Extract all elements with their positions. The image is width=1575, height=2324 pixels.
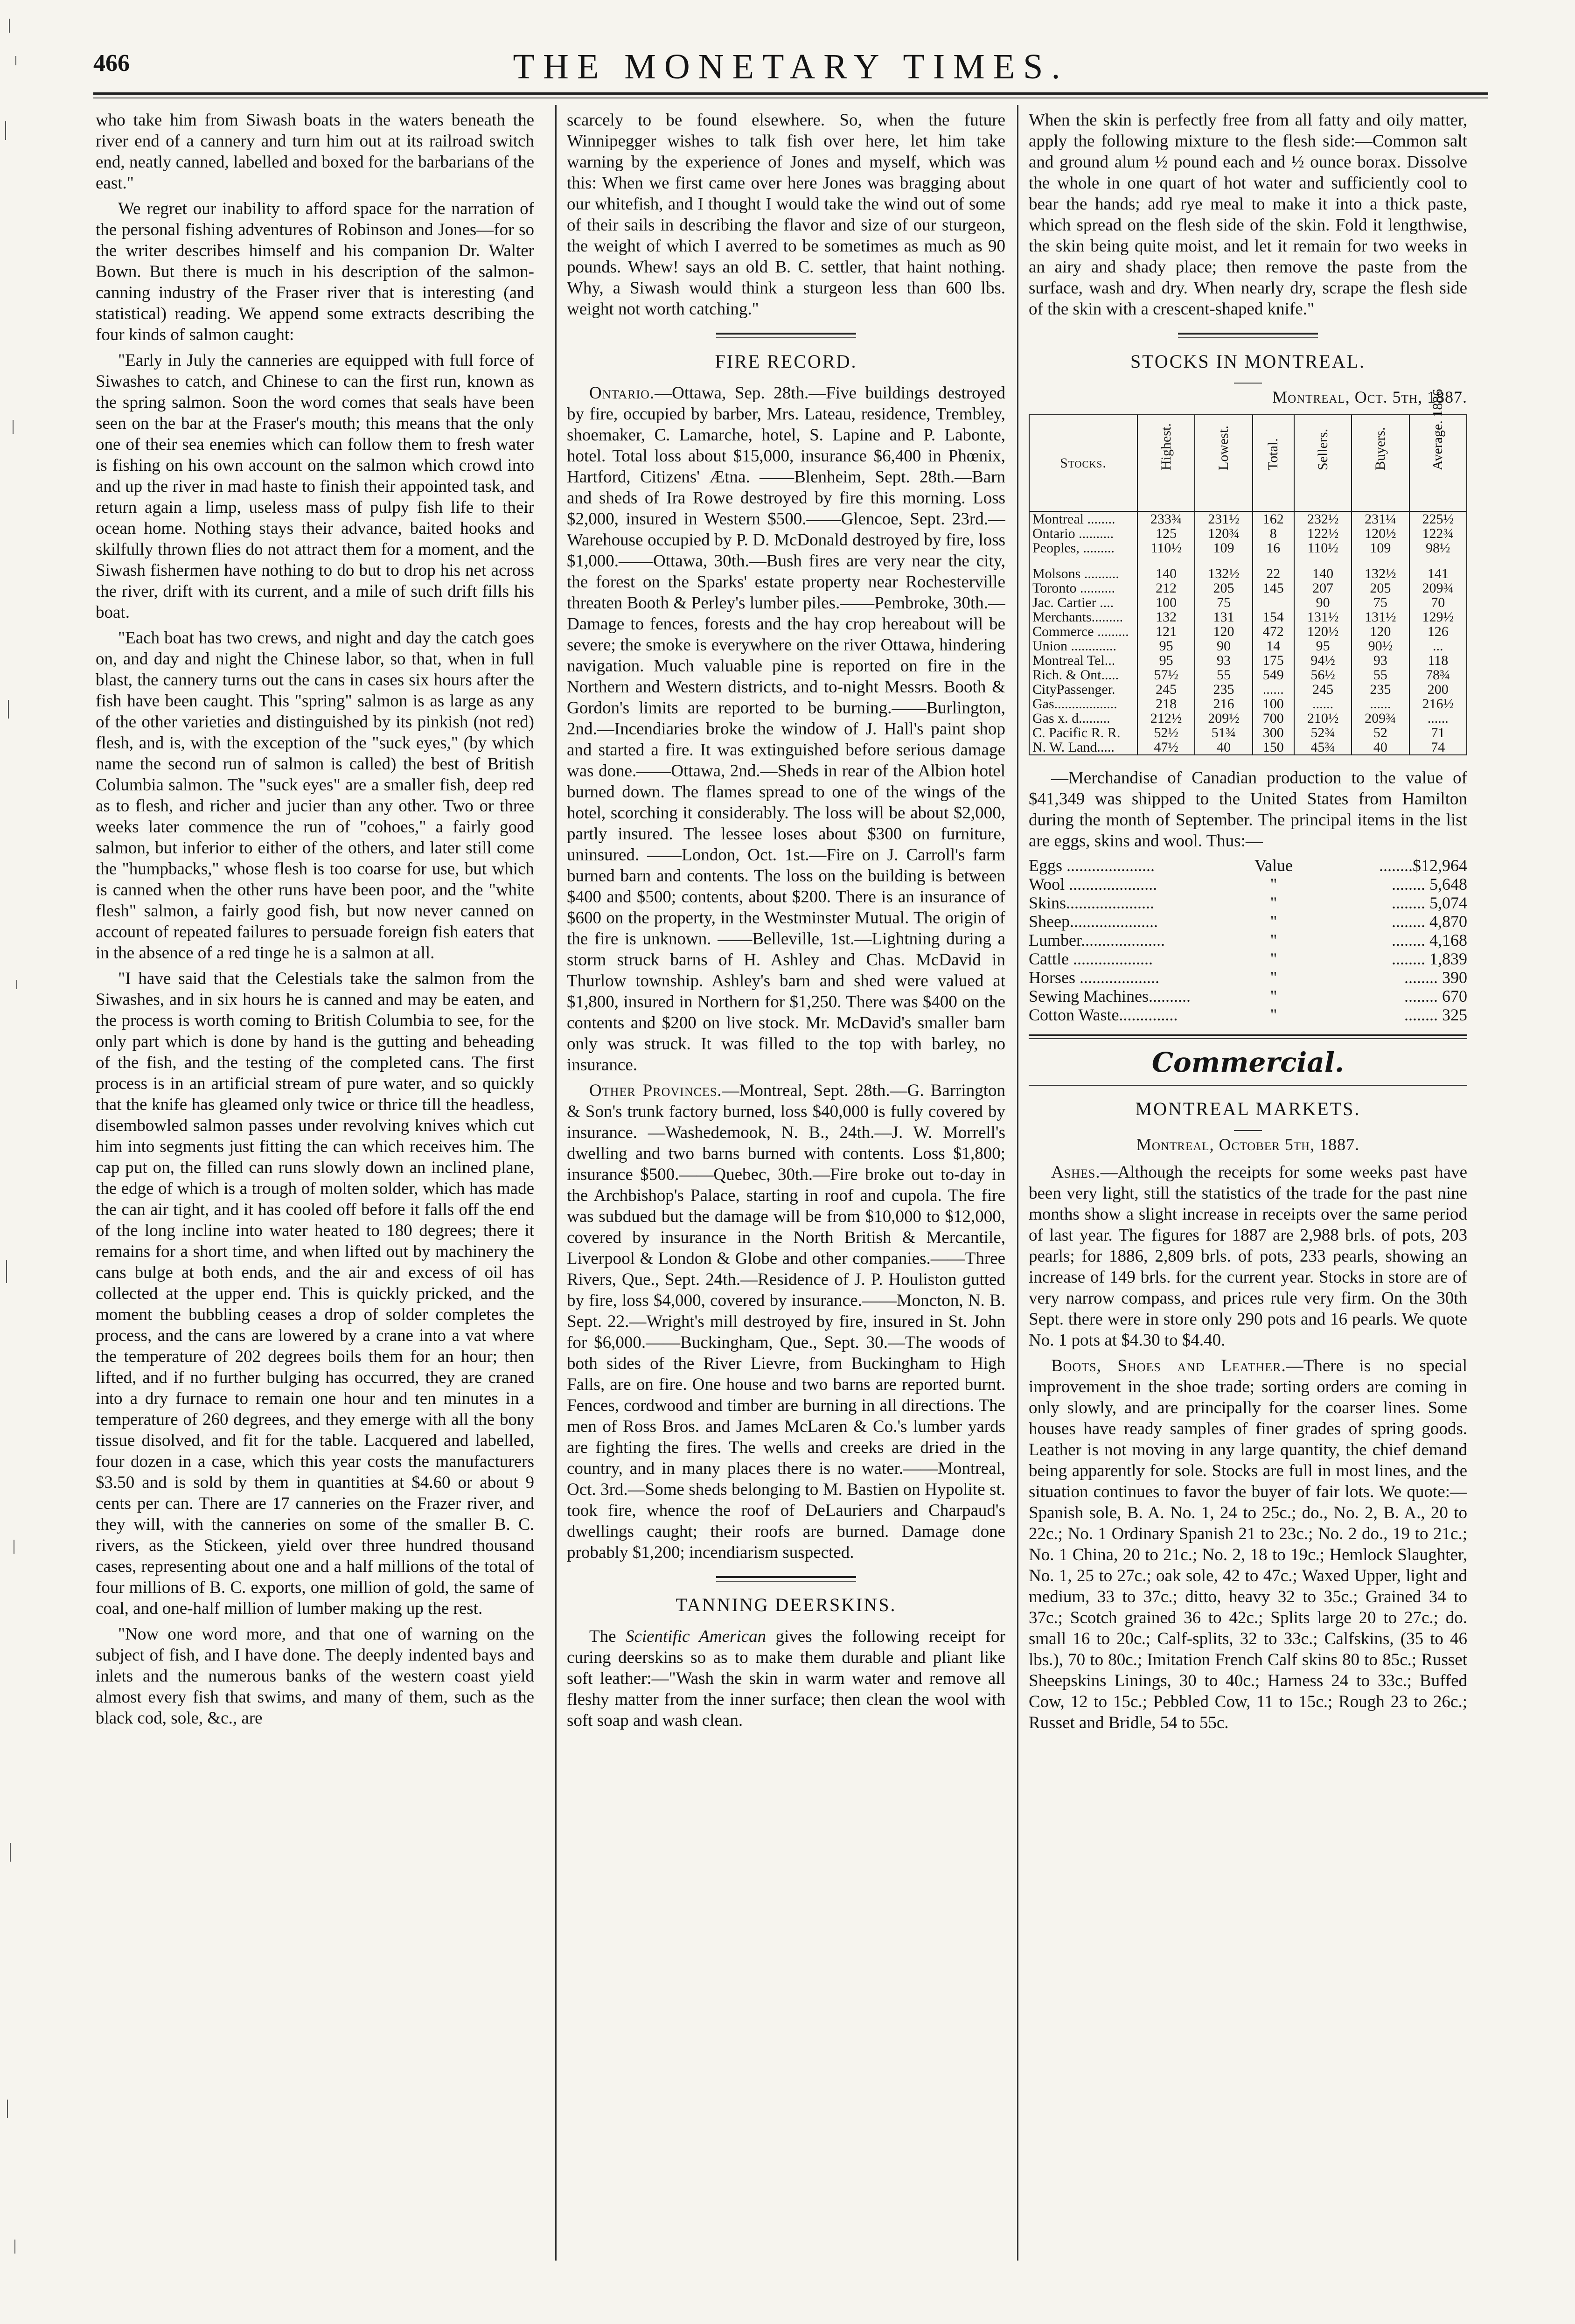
stock-name-cell: Commerce .........	[1029, 624, 1137, 639]
stock-name-cell: Gas..................	[1029, 697, 1137, 711]
stock-value-cell: 52¾	[1294, 726, 1352, 740]
stock-value-cell: 70	[1409, 595, 1467, 610]
table-row	[1029, 566, 1467, 581]
section-rule	[1029, 1085, 1467, 1086]
table-row	[1029, 624, 1467, 639]
merchandise-row	[1029, 931, 1467, 949]
stock-value-cell: 22	[1253, 566, 1294, 581]
stock-value-cell: 122½	[1294, 526, 1352, 541]
stock-value-cell: 209¾	[1409, 581, 1467, 595]
page-number: 466	[93, 50, 130, 77]
stock-value-cell: 200	[1409, 682, 1467, 697]
stock-value-cell: 57½	[1137, 668, 1195, 682]
fire-other-provinces-paragraph	[567, 1080, 1005, 1563]
tanning-deerskins-heading: TANNING DEERSKINS.	[676, 1594, 897, 1615]
stock-value-cell: 109	[1352, 541, 1409, 555]
merchandise-row	[1029, 987, 1467, 1005]
stock-value-cell: 300	[1253, 726, 1294, 740]
stock-value-cell: 235	[1195, 682, 1252, 697]
table-header	[1352, 415, 1409, 511]
section-rule	[716, 333, 856, 338]
article-paragraph: "I have said that the Celestials take the salmon from the Siwashes, and in six hours he is canned and may be eaten, and the process is worth coming to British Columbia to see, for the only part which is done by hand is the gutting and beheading of the fish, and the testing of the completed cans. The first process is in an artificial stream of pure water, and so quickly that the knife has gleamed only twice or thrice till the headless, disembowled salmon passes under revolving knives which cut him into segments just fitting the can which receives him. The cap put on, the filled can runs slowly down an inclined plane, the edge of which is a trough of molten solder, which has made the can air tight, and it has cooled off before it falls off the end of the long incline into water heated to 180 degrees; there it remains for a short time, and when lifted out by machinery the cans bulge at both ends, and the air and excess of oil has collected at the upper end. This is quickly pricked, and the moment the bubbling ceases a drop of solder completes the process, and the cans are lowered by a crane into a vat where the temperature of 202 degrees boils them for an hour; then lifted, and if no further bulging has occurred, they are craned into a dry furnace to remain one hour and ten minutes in a temperature of 260 degrees, and they emerge with all the bony tissue disolved, and fit for the table. Lacquered and labelled, four dozen in a case, which this year costs the manufacturers $3.50 and is sold by them in quantities at $4.60 or about 9 cents per can. There are 17 canneries on the Frazer river, and they will, with the canneries on some of the smaller B. C. rivers, as the Stickeen, yield over three hundred thousand cases, representing about one and a half millions of the total of four millions of B. C. exports, one million of gold, the same of coal, and one-half million of lumber making up the rest.	[96, 969, 534, 1618]
stock-value-cell: 212½	[1137, 711, 1195, 726]
short-rule	[1234, 1130, 1262, 1131]
merchandise-item: Eggs .....................	[1029, 856, 1155, 875]
table-row	[1029, 541, 1467, 555]
stock-value-cell: 120½	[1352, 526, 1409, 541]
stock-value-cell: ...	[1409, 639, 1467, 653]
stock-value-cell: 126	[1409, 624, 1467, 639]
stock-value-cell: 51¾	[1195, 726, 1252, 740]
paragraph-text: —Montreal, Sept. 28th.—G. Barrington & Son's trunk factory burned, loss $40,000 is fully covered by insurance. —Washedemook, N. B., 24th.—J. W. Morrell's dwelling and two barns burned with contents. Loss $1,800; insurance $500.——Quebec, 30th.—Fire broke out to-day in the Archbishop's Palace, starting in roof and cupola. The fire was subdued but the damage will be from $10,000 to $12,000, covered by insurance in the North British & Mercantile, Liverpool & London & Globe and other companies.——Three Rivers, Que., Sept. 24th.—Residence of J. P. Houliston gutted by fire, loss $4,000, covered by insurance.——Moncton, N. B. Sept. 22.—Wright's mill destroyed by fire, insured in St. John for $6,000.——Buckingham, Que., Sept. 30.—The woods of both sides of the River Lievre, from Buckingham to High Falls, are on fire. One house and two barns are reported burnt. Fences, cordwood and timber are burning in all directions. The men of Ross Bros. and James McLaren & Co.'s lumber yards are fighting the fires. The wells and creeks are dried in the country, and in many places there is no water.——Montreal, Oct. 3rd.—Some sheds belonging to M. Bastien on Hypolite st. took fire, whence the roof of DeLauriers and Charpaud's dwellings caught; their roofs are burned. Damage done probably $1,200; incendiarism suspected.	[567, 1081, 1005, 1562]
stock-value-cell: 140	[1137, 566, 1195, 581]
stock-name-cell: Toronto ..........	[1029, 581, 1137, 595]
merchandise-amount: ........ 5,648	[1392, 875, 1467, 893]
stock-name-cell: Montreal Tel...	[1029, 653, 1137, 668]
table-row	[1029, 595, 1467, 610]
merchandise-amount: ........ 4,168	[1392, 931, 1467, 949]
stock-value-cell: 75	[1352, 595, 1409, 610]
stock-value-cell: 120	[1195, 624, 1252, 639]
merchandise-row	[1029, 893, 1467, 912]
stock-value-cell: 118	[1409, 653, 1467, 668]
paragraph-text: gives the following receipt for curing deerskins so as to make them durable and pliant like soft leather:—"Wash the skin in warm water and remove all fleshy matter from the inner surface; then clean the wool with soft soap and wash clean.	[567, 1627, 1005, 1730]
stock-name-cell: N. W. Land.....	[1029, 740, 1137, 755]
merchandise-amount: ........$12,964	[1379, 856, 1467, 875]
stock-value-cell: 74	[1409, 740, 1467, 755]
stock-value-cell: ......	[1352, 697, 1409, 711]
stock-name-cell: CityPassenger.	[1029, 682, 1137, 697]
merchandise-item: Skins.....................	[1029, 893, 1155, 912]
scan-margin-noise	[0, 0, 33, 2324]
stock-value-cell: 235	[1352, 682, 1409, 697]
stock-value-cell: 225½	[1409, 511, 1467, 526]
stock-name-cell: Montreal ........	[1029, 511, 1137, 526]
stock-value-cell: 131½	[1352, 610, 1409, 624]
stock-value-cell: 232½	[1294, 511, 1352, 526]
stock-name-cell: Gas x. d.........	[1029, 711, 1137, 726]
table-header	[1409, 389, 1467, 511]
table-row	[1029, 610, 1467, 624]
stock-value-cell: 141	[1409, 566, 1467, 581]
table-header	[1137, 415, 1195, 511]
stock-value-cell: 209½	[1195, 711, 1252, 726]
paragraph-text: —There is no special improvement in the shoe trade; sorting orders are coming in only slowly, and are principally for the coarser lines. Some houses have ready samples of finer grades of spring goods. Leather is not moving in any large quantity, the chief demand being apparently for sole. Stocks are full in most lines, and the situation continues to favor the buyer of fair lots. We quote:—Spanish sole, B. A. No. 1, 24 to 25c.; do., No. 2, B. A., 20 to 22c.; No. 1 Ordinary Spanish 21 to 23c.; No. 2 do., 19 to 21c.; No. 1 China, 20 to 21c.; No. 2, 18 to 19c.; Hemlock Slaughter, No. 1, 25 to 27c.; oak sole, 42 to 47c.; Waxed Upper, light and medium, 33 to 37c.; ditto, heavy 32 to 35c.; Grained 34 to 37c.; Scotch grained 36 to 42c.; Splits large 20 to 27c.; do. small 16 to 20c.; Calf-splits, 32 to 33c.; Calfskins, (35 to 46 lbs.), 70 to 80c.; Imitation French Calf skins 80 to 85c.; Russet Sheepskins Linings, 30 to 40c.; Harness 24 to 33c.; Buffed Cow, 12 to 15c.; Pebbled Cow, 11 to 15c.; Rough 23 to 26c.; Russet and Bridle, 54 to 55c.	[1029, 1356, 1467, 1732]
column-label: Total.	[1265, 438, 1281, 470]
stock-name-cell: Rich. & Ont.....	[1029, 668, 1137, 682]
merchandise-item: Cotton Waste..............	[1029, 1005, 1178, 1024]
montreal-markets-heading: MONTREAL MARKETS.	[1135, 1098, 1361, 1119]
stock-value-cell: 55	[1352, 668, 1409, 682]
stock-value-cell: 71	[1409, 726, 1467, 740]
merchandise-value-label: "	[1270, 949, 1277, 968]
stock-value-cell: 218	[1137, 697, 1195, 711]
stock-value-cell: 90	[1195, 639, 1252, 653]
table-row	[1029, 653, 1467, 668]
table-row	[1029, 682, 1467, 697]
column-label: Highest.	[1158, 423, 1174, 470]
table-header	[1195, 415, 1252, 511]
section-rule	[1178, 333, 1318, 338]
table-row	[1029, 726, 1467, 740]
merchandise-item: Cattle ...................	[1029, 949, 1153, 968]
stock-value-cell: 109	[1195, 541, 1252, 555]
spacer-cell	[1029, 555, 1137, 566]
merchandise-value-label: "	[1270, 893, 1277, 912]
stock-value-cell: 205	[1352, 581, 1409, 595]
merchandise-amount: ........ 4,870	[1392, 912, 1467, 931]
spacer-cell	[1294, 555, 1352, 566]
stock-value-cell: 52	[1352, 726, 1409, 740]
stock-value-cell: 132	[1137, 610, 1195, 624]
stock-value-cell: 210½	[1294, 711, 1352, 726]
column-label: Average. 1886	[1430, 389, 1446, 470]
merchandise-list	[1029, 856, 1467, 1024]
stock-value-cell: 212	[1137, 581, 1195, 595]
paragraph-text: —Ottawa, Sep. 28th.—Five buildings destroyed by fire, occupied by barber, Mrs. Lateau, residence, Trembley, shoemaker, C. Lamarche, hotel, S. Lapine and P. Labonte, hotel. Total loss about $15,000, insurance $6,400 in Phœnix, Hartford, Citizens' Ætna. ——Blenheim, Sept. 28th.—Barn and sheds of Ira Rowe destroyed by fire this morning. Loss $2,000, insured in Western $500.——Glencoe, Sept. 23rd.—Warehouse occupied by P. D. McDonald destroyed by fire, loss $1,000.——Ottawa, 30th.—Bush fires are very near the city, the forest on the Sparks' estate property near Rochesterville threaten Booth & Perley's lumber piles.——Pembroke, 30th.—Damage to fences, forests and the hay crop hereabout will be severe; the smoke is everywhere on the river Ottawa, hindering navigation. Much valuable pine is reported on fire in the Northern and Western districts, and to-night Messrs. Booth & Gordon's limits are reported to be burning.——Burlington, 2nd.—Incendiaries broke the window of J. Hall's paint shop and started a fire. It was extinguished before serious damage was done.——Ottawa, 2nd.—Sheds in rear of the Albion hotel burned down. The flames spread to one of the wings of the hotel, scorching it considerably. The loss will be about $2,000, partly insured. The lessee loses about $300 on furniture, uninsured. ——London, Oct. 1st.—Fire on J. Carroll's farm burned barn and contents. The loss on the building is between $400 and $500; contents, about $200. There is an insurance of $600 on the property, in the Westminster Mutual. The origin of the fire is unknown. ——Belleville, 1st.—Lightning during a storm struck barns of H. Ashley and Chas. McDavid in Thurlow township. Ashley's barn and shed were valued at $1,800, insured in Northern for $1,250. There was $400 on the contents and $200 on live stock. Mr. McDavid's smaller barn only was struck. It was filled to the top with barley, no insurance.	[567, 384, 1005, 1075]
stock-value-cell: 132½	[1352, 566, 1409, 581]
ashes-paragraph	[1029, 1162, 1467, 1351]
merchandise-row	[1029, 856, 1467, 875]
stock-value-cell: 78¾	[1409, 668, 1467, 682]
column-label: Stocks.	[1060, 455, 1107, 471]
stock-value-cell: 100	[1137, 595, 1195, 610]
publication-title: Scientific American	[625, 1627, 767, 1646]
stock-value-cell: 56½	[1294, 668, 1352, 682]
stock-value-cell: 207	[1294, 581, 1352, 595]
commercial-title: Commercial.	[1151, 1047, 1345, 1078]
stock-name-cell: Jac. Cartier ....	[1029, 595, 1137, 610]
merchandise-item: Horses ...................	[1029, 968, 1159, 987]
stock-value-cell: 98½	[1409, 541, 1467, 555]
merchandise-item: Wool .....................	[1029, 875, 1157, 893]
stock-value-cell: 100	[1253, 697, 1294, 711]
stock-value-cell: 90½	[1352, 639, 1409, 653]
table-row	[1029, 711, 1467, 726]
column-1	[96, 110, 534, 2284]
merchandise-value-label: "	[1270, 931, 1277, 949]
merchandise-amount: ........ 390	[1404, 968, 1467, 987]
section-rule	[716, 1576, 856, 1582]
stock-value-cell: 90	[1294, 595, 1352, 610]
stock-value-cell: 120½	[1294, 624, 1352, 639]
column-3	[1029, 110, 1467, 2284]
stock-value-cell: 150	[1253, 740, 1294, 755]
stock-value-cell: 145	[1253, 581, 1294, 595]
stock-value-cell: 95	[1137, 653, 1195, 668]
merchandise-row	[1029, 949, 1467, 968]
stock-value-cell: 231½	[1195, 511, 1252, 526]
fire-ontario-paragraph	[567, 383, 1005, 1075]
merchandise-row	[1029, 1005, 1467, 1024]
stock-value-cell: 94½	[1294, 653, 1352, 668]
stocks-heading: STOCKS IN MONTREAL.	[1130, 351, 1366, 372]
article-paragraph: When the skin is perfectly free from all fatty and oily matter, apply the following mixture to the flesh side:—Common salt and ground alum ½ pound each and ½ ounce borax. Dissolve the whole in one quart of hot water and sufficiently cool to bear the hands; add rye meal to make it into a thick paste, which spread on the flesh side of the skin. Fold it lengthwise, the skin being quite moist, and let it remain for two weeks in an airy and shady place; then remove the paste from the surface, wash and dry. When nearly dry, scrape the flesh side of the skin with a crescent-shaped knife."	[1029, 111, 1467, 319]
stock-value-cell: 131	[1195, 610, 1252, 624]
merchandise-row	[1029, 912, 1467, 931]
stock-value-cell: 216½	[1409, 697, 1467, 711]
short-rule	[1234, 383, 1262, 384]
stock-name-cell: Ontario ..........	[1029, 526, 1137, 541]
stock-value-cell: 75	[1195, 595, 1252, 610]
stock-value-cell: 233¾	[1137, 511, 1195, 526]
stock-value-cell: 129½	[1409, 610, 1467, 624]
stock-name-cell: Union .............	[1029, 639, 1137, 653]
table-row	[1029, 668, 1467, 682]
merchandise-item: Sheep.....................	[1029, 912, 1158, 931]
merchandise-amount: ........ 1,839	[1392, 949, 1467, 968]
stock-value-cell: 121	[1137, 624, 1195, 639]
stock-value-cell: 175	[1253, 653, 1294, 668]
table-header	[1029, 415, 1137, 511]
column-label: Sellers.	[1315, 428, 1331, 470]
merchandise-row	[1029, 875, 1467, 893]
article-paragraph: scarcely to be found elsewhere. So, when the future Winnipegger wishes to talk fish over here, let him take warning by the experience of Jones and myself, which was this: When we first came over here Jones was bragging about our whitefish, and I thought I would take the wind out of some of their sails in describing the flavor and size of our sturgeon, the weight of which I averred to be sometimes as much as 90 pounds. Whew! says an old B. C. settler, that haint nothing. Why, a Siwash would think a sturgeon less than 600 lbs. weight not worth catching."	[567, 111, 1005, 319]
merchandise-value-label: "	[1270, 912, 1277, 931]
article-paragraph: "Now one word more, and that one of warning on the subject of fish, and I have done. The deeply indented bays and inlets and the numerous banks of the western coast yield almost every fish that swims, and many of them, such as the black cod, sole, &c., are	[96, 1625, 534, 1728]
stock-value-cell: 140	[1294, 566, 1352, 581]
table-spacer-row	[1029, 555, 1467, 566]
column-2	[567, 110, 1005, 2284]
spacer-cell	[1409, 555, 1467, 566]
column-label: Lowest.	[1215, 426, 1231, 470]
column-label: Buyers.	[1372, 427, 1388, 470]
stock-value-cell: ......	[1253, 682, 1294, 697]
stock-value-cell: 14	[1253, 639, 1294, 653]
stock-value-cell: 125	[1137, 526, 1195, 541]
markets-dateline: Montreal, October 5th, 1887.	[1136, 1135, 1360, 1154]
spacer-cell	[1352, 555, 1409, 566]
table-row	[1029, 639, 1467, 653]
stock-value-cell: 154	[1253, 610, 1294, 624]
table-row	[1029, 697, 1467, 711]
stock-value-cell: 216	[1195, 697, 1252, 711]
stock-value-cell: 95	[1294, 639, 1352, 653]
tanning-paragraph	[567, 1626, 1005, 1731]
article-paragraph: "Each boat has two crews, and night and day the catch goes on, and day and night the Chinese labor, so that, when in full blast, the cannery turns out the cans in cases six hours after the fish have been caught. This "spring" salmon is as large as any of the other varieties and distinguished by its pinkish (not red) flesh, and is, with the exception of the "suck eyes," (by which name the second run of salmon is called) the best of British Columbia salmon. The "suck eyes" are a smaller fish, deep red as to flesh, and richer and jucier than any other. Two or three weeks later commence the run of "cohoes," a fairly good salmon, but inferior to either of the others, and later still come the "humpbacks," whose flesh is too coarse for use, but which is canned when the other runs have been poor, and the "white flesh" salmon, a fairly good fish, but now never canned on account of repeated failures to persuade foreign fish eaters that in the absence of a red tinge he is a salmon at all.	[96, 628, 534, 963]
run-in-label: Ashes.	[1051, 1163, 1101, 1182]
stock-name-cell: Peoples, .........	[1029, 541, 1137, 555]
stock-value-cell: 110½	[1137, 541, 1195, 555]
stock-value-cell: 47½	[1137, 740, 1195, 755]
stock-value-cell: 549	[1253, 668, 1294, 682]
stock-value-cell: 132½	[1195, 566, 1252, 581]
stock-value-cell: 93	[1352, 653, 1409, 668]
stock-value-cell: 122¾	[1409, 526, 1467, 541]
stock-value-cell: 472	[1253, 624, 1294, 639]
stock-value-cell: 231¼	[1352, 511, 1409, 526]
stock-value-cell: 205	[1195, 581, 1252, 595]
merchandise-amount: ........ 5,074	[1392, 893, 1467, 912]
table-row	[1029, 526, 1467, 541]
run-in-label: Other Provinces.	[589, 1081, 722, 1100]
article-paragraph: who take him from Siwash boats in the waters beneath the river end of a cannery and turn him out at its railroad switch end, neatly canned, labelled and boxed for the barbarians of the east."	[96, 111, 534, 193]
table-header	[1253, 415, 1294, 511]
paragraph-text: The	[589, 1627, 626, 1646]
spacer-cell	[1137, 555, 1195, 566]
stock-value-cell: 40	[1352, 740, 1409, 755]
stock-value-cell: 120¾	[1195, 526, 1252, 541]
spacer-cell	[1253, 555, 1294, 566]
stock-value-cell: 209¾	[1352, 711, 1409, 726]
stock-value-cell: 245	[1137, 682, 1195, 697]
merchandise-paragraph: —Merchandise of Canadian production to the value of $41,349 was shipped to the United States from Hamilton during the month of September. The principal items in the list are eggs, skins and wool. Thus:—	[1029, 768, 1467, 851]
masthead-title: THE MONETARY TIMES.	[513, 47, 1069, 86]
stock-value-cell: 16	[1253, 541, 1294, 555]
stocks-dateline: Montreal, Oct. 5th, 1887.	[1272, 388, 1467, 406]
run-in-label: Ontario.	[589, 384, 655, 403]
header-rule	[93, 92, 1488, 95]
stock-name-cell: C. Pacific R. R.	[1029, 726, 1137, 740]
stock-value-cell: 131½	[1294, 610, 1352, 624]
merchandise-value-label: "	[1270, 875, 1277, 893]
stock-value-cell: 120	[1352, 624, 1409, 639]
merchandise-value-label: "	[1270, 987, 1277, 1005]
spacer-cell	[1195, 555, 1252, 566]
table-header	[1294, 415, 1352, 511]
merchandise-amount: ........ 670	[1404, 987, 1467, 1005]
merchandise-value-label: "	[1270, 1005, 1277, 1024]
stock-value-cell: ......	[1294, 697, 1352, 711]
paragraph-text: —Although the receipts for some weeks past have been very light, still the statistics of the trade for the past nine months show a slight increase in receipts over the same period of last year. The figures for 1887 are 2,988 brls. of pots, 203 pearls; for 1886, 2,809 brls. of pots, 233 pearls, showing an increase of 149 brls. for the current year. Stocks in store are of very narrow compass, and prices rule very firm. On the 30th Sept. there were in store only 290 pots and 16 pearls. We quote No. 1 pots at $4.30 to $4.40.	[1029, 1163, 1467, 1350]
merchandise-row	[1029, 968, 1467, 987]
stock-value-cell: 162	[1253, 511, 1294, 526]
stock-value-cell: 55	[1195, 668, 1252, 682]
article-paragraph: "Early in July the canneries are equipped with full force of Siwashes to catch, and Chinese to can the first run, known as the spring salmon. Soon the word comes that seals have been seen on the bar at the Fraser's mouth; this means that the only one of their sea enemies which can follow them to fresh water is fishing on his own account on the salmon which crowd into and up the river in mad haste to finish their appointed task, and return again a limp, useless mass of pulpy fish life to their ocean home. Nothing stays their advance, baited hooks and skilfully thrown flies do not attract them for a moment, and the Siwash fishermen have nothing to do but to drop his net across the river, drift with its current, and a mile of such drift fills his boat.	[96, 351, 534, 622]
page-header	[93, 47, 1488, 84]
stock-name-cell: Molsons ..........	[1029, 566, 1137, 581]
column-divider	[555, 105, 557, 2261]
run-in-label: Boots, Shoes and Leather.	[1051, 1356, 1286, 1375]
table-row	[1029, 511, 1467, 526]
merchandise-item: Sewing Machines..........	[1029, 987, 1191, 1005]
stocks-table-body	[1029, 511, 1467, 755]
merchandise-value-label: "	[1270, 968, 1277, 987]
article-paragraph: We regret our inability to afford space for the narration of the personal fishing adventures of Robinson and Jones—for so the writer describes himself and his companion Dr. Walter Bown. But there is much in his description of the salmon-canning industry of the Fraser river that is interesting (and statistical) reading. We append some extracts describing the four kinds of salmon caught:	[96, 199, 534, 344]
stock-name-cell: Merchants.........	[1029, 610, 1137, 624]
merchandise-amount: ........ 325	[1404, 1005, 1467, 1024]
stock-value-cell: ......	[1409, 711, 1467, 726]
table-row	[1029, 581, 1467, 595]
stock-value-cell	[1253, 595, 1294, 610]
fire-record-heading: FIRE RECORD.	[715, 351, 857, 372]
stock-value-cell: 245	[1294, 682, 1352, 697]
stock-value-cell: 700	[1253, 711, 1294, 726]
merchandise-value-label: Value	[1254, 856, 1293, 875]
stock-value-cell: 45¾	[1294, 740, 1352, 755]
stock-value-cell: 95	[1137, 639, 1195, 653]
stock-value-cell: 93	[1195, 653, 1252, 668]
merchandise-item: Lumber....................	[1029, 931, 1165, 949]
section-rule	[1029, 1034, 1467, 1039]
stock-value-cell: 8	[1253, 526, 1294, 541]
stock-value-cell: 110½	[1294, 541, 1352, 555]
column-divider	[1017, 105, 1018, 2261]
stock-value-cell: 52½	[1137, 726, 1195, 740]
boots-paragraph	[1029, 1355, 1467, 1733]
stock-value-cell: 40	[1195, 740, 1252, 755]
table-row	[1029, 740, 1467, 755]
